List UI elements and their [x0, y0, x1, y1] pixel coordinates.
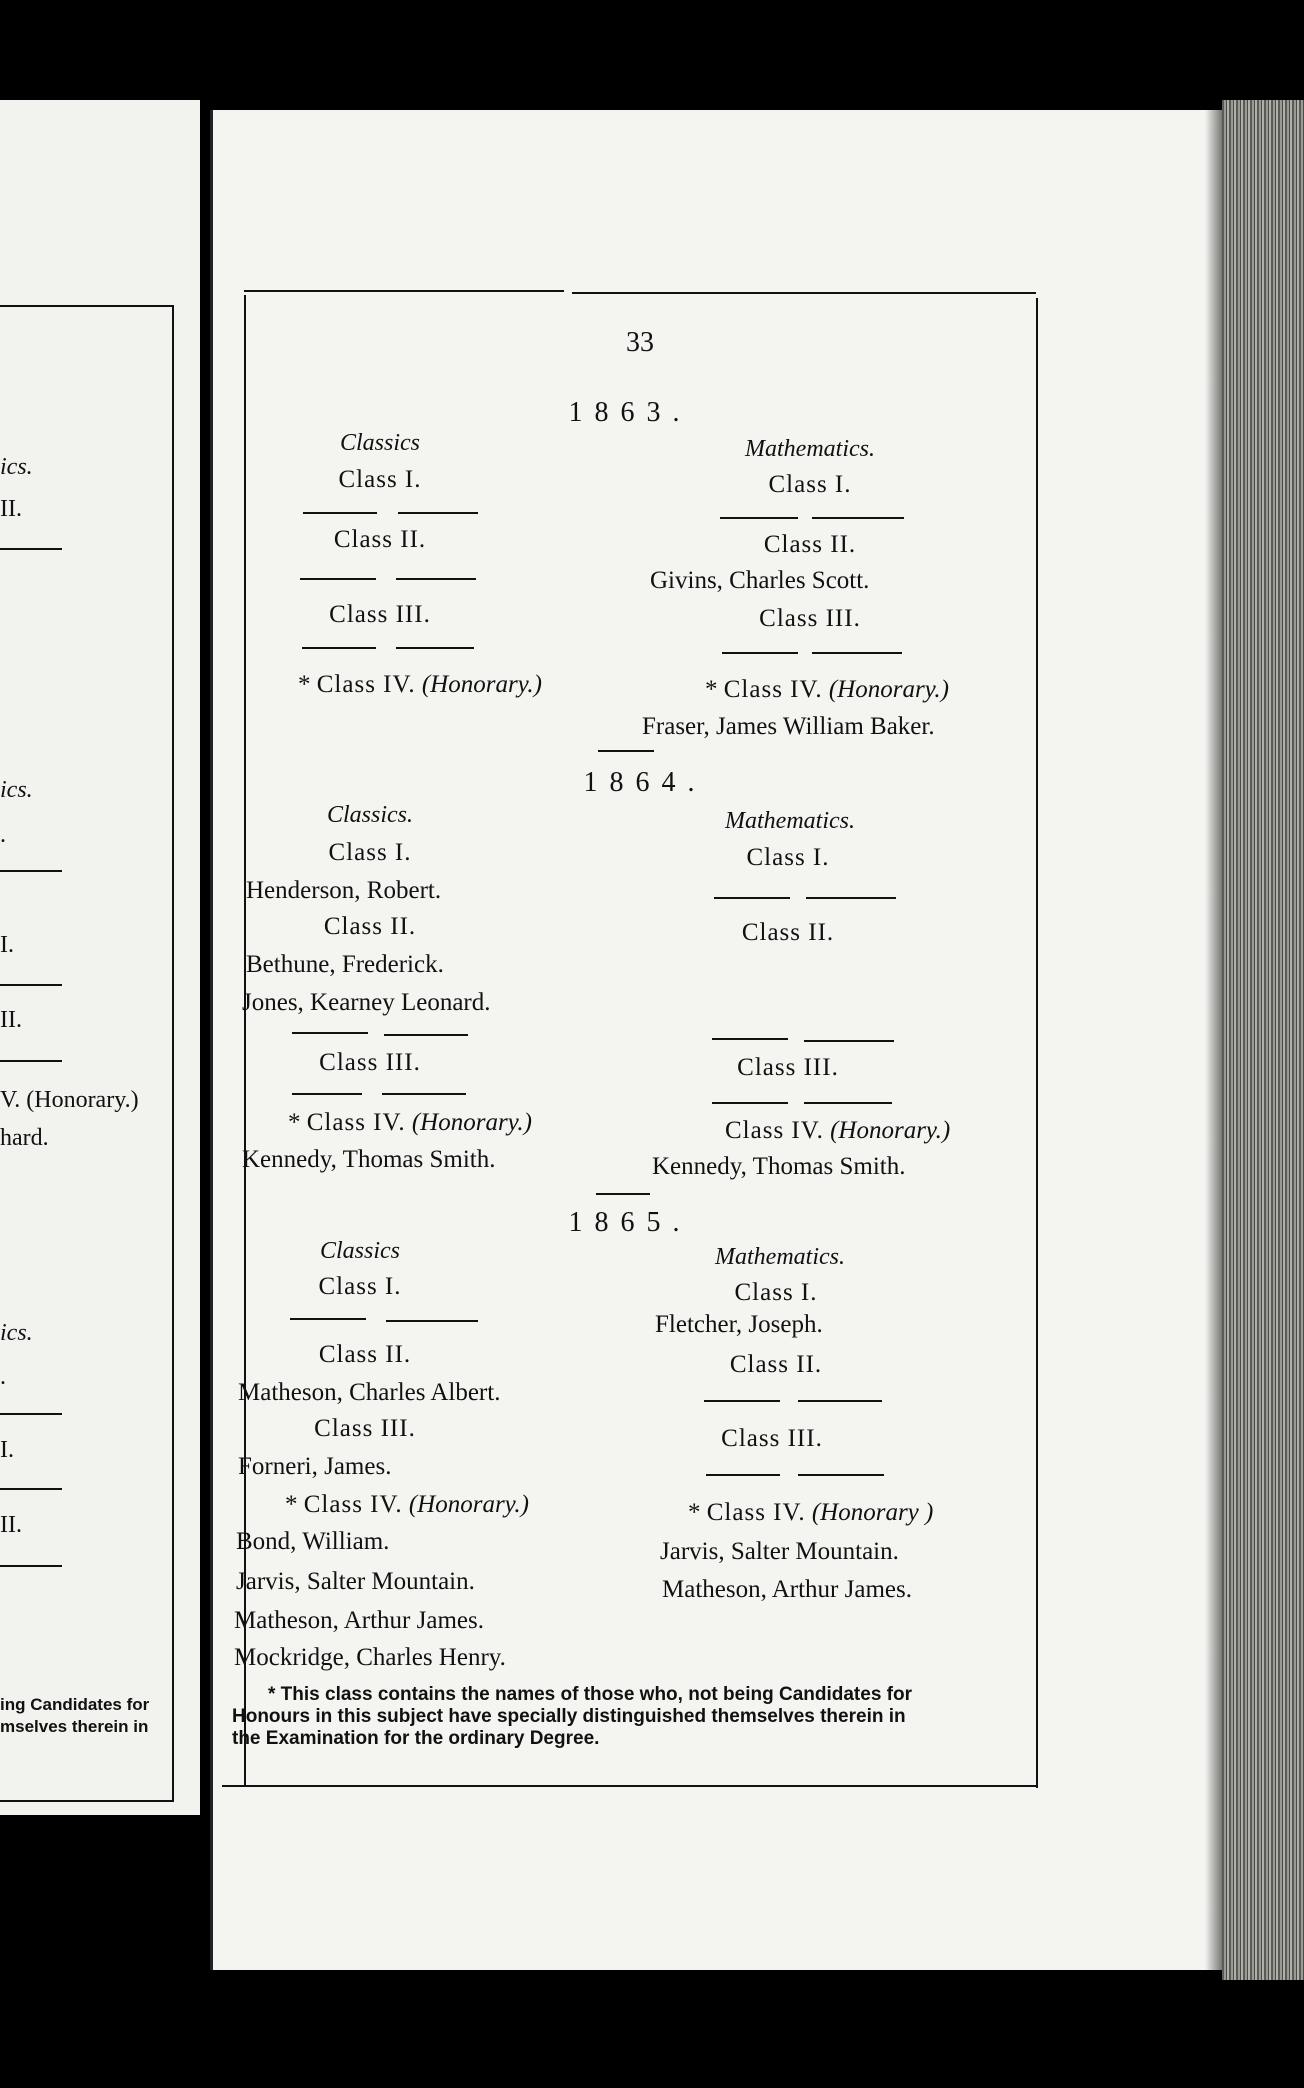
left-rule: [0, 984, 62, 986]
rule: [712, 1102, 788, 1104]
subject-heading-classics: Classics.: [326, 802, 413, 828]
left-fragment: V. (Honorary.): [0, 1087, 139, 1113]
left-rule: [0, 1488, 62, 1490]
name-entry: Givins, Charles Scott.: [650, 567, 870, 594]
class-label: Class II.: [741, 919, 835, 946]
class-label: Class I.: [734, 1279, 818, 1306]
rule: [396, 647, 474, 649]
rule: [812, 517, 904, 519]
rule: [812, 652, 902, 654]
rule: [384, 1034, 468, 1036]
year-heading: 1864.: [583, 767, 707, 798]
rule: [798, 1474, 884, 1476]
left-rule: [0, 1413, 62, 1415]
page-number: 33: [626, 327, 654, 358]
class-label: Class II.: [333, 526, 427, 553]
rule: [386, 1320, 478, 1322]
year-separator: [596, 1193, 650, 1195]
name-entry: Fraser, James William Baker.: [642, 713, 935, 740]
rule: [290, 1318, 366, 1320]
class-label: Class III.: [721, 1425, 823, 1452]
left-fragment: I.: [0, 932, 14, 958]
left-fragment: .: [0, 1364, 6, 1390]
class-label: Class I.: [338, 466, 422, 493]
rule: [382, 1093, 466, 1095]
class-label: Class II.: [729, 1351, 823, 1378]
facing-page: [0, 100, 200, 1815]
name-entry: Matheson, Arthur James.: [662, 1576, 912, 1603]
rule: [798, 1400, 882, 1402]
class-label: Class III.: [759, 605, 861, 632]
class-label: Class III.: [314, 1415, 416, 1442]
class-iv-heading: * Class IV. (Honorary.): [298, 671, 542, 698]
left-fragment: ics.: [0, 1320, 33, 1346]
name-entry: Kennedy, Thomas Smith.: [242, 1146, 496, 1173]
year-heading: 1863.: [568, 397, 692, 428]
footnote-line: Honours in this subject have specially distinguished themselves therein in: [232, 1706, 906, 1727]
left-fragment: I.: [0, 1437, 14, 1463]
rule: [704, 1400, 780, 1402]
rule: [300, 578, 376, 580]
rule: [398, 512, 478, 514]
left-fragment: hard.: [0, 1125, 49, 1151]
left-rule: [0, 548, 62, 550]
footnote-line: * This class contains the names of those who, not being Candidates for: [268, 1684, 912, 1705]
subject-heading-mathematics: Mathematics.: [725, 808, 855, 834]
class-iv-heading: * Class IV. (Honorary.): [288, 1109, 532, 1136]
frame-left-rule: [244, 295, 246, 1785]
class-label: Class II.: [323, 913, 417, 940]
left-fragment: II.: [0, 496, 22, 522]
book-page-edges: [1222, 100, 1304, 1980]
left-border: [172, 305, 174, 1800]
name-entry: Henderson, Robert.: [246, 877, 442, 904]
class-iv-heading: * Class IV. (Honorary.): [705, 676, 949, 703]
year-separator: [598, 750, 654, 752]
rule: [712, 1038, 788, 1040]
left-fragment: ics.: [0, 454, 33, 480]
class-iv-heading: * Class IV. (Honorary ): [688, 1499, 934, 1526]
year-heading: 1865.: [568, 1207, 692, 1238]
name-entry: Mockridge, Charles Henry.: [234, 1644, 506, 1671]
frame-bottom-rule: [222, 1785, 1038, 1787]
left-fragment: .: [0, 822, 6, 848]
rule: [396, 578, 476, 580]
subject-heading-classics: Classics: [319, 1238, 400, 1264]
class-label: Class II.: [318, 1341, 412, 1368]
name-entry: Forneri, James.: [238, 1453, 392, 1480]
subject-heading-mathematics: Mathematics.: [745, 436, 875, 462]
left-fragment: ics.: [0, 777, 33, 803]
rule: [804, 1102, 892, 1104]
frame-right-rule: [1036, 298, 1038, 1788]
name-entry: Bethune, Frederick.: [246, 951, 444, 978]
subject-heading-classics: Classics: [339, 430, 420, 456]
left-rule: [0, 305, 172, 307]
left-rule: [0, 1800, 174, 1802]
class-label: Class I.: [328, 839, 412, 866]
rule: [720, 517, 798, 519]
rule: [722, 652, 798, 654]
left-footnote: mselves therein in: [0, 1717, 149, 1736]
footnote-line: the Examination for the ordinary Degree.: [232, 1728, 600, 1749]
class-iv-heading: * Class IV. (Honorary.): [285, 1491, 529, 1518]
rule: [706, 1474, 780, 1476]
left-footnote: ing Candidates for: [0, 1695, 150, 1714]
frame-top-rule: [244, 290, 564, 292]
class-label: Class I.: [768, 471, 852, 498]
rule: [292, 1032, 368, 1034]
rule: [303, 512, 377, 514]
frame-top-rule: [572, 292, 1036, 294]
left-fragment: II.: [0, 1007, 22, 1033]
name-entry: Jarvis, Salter Mountain.: [236, 1568, 475, 1595]
left-rule: [0, 1565, 62, 1567]
class-label: Class I.: [318, 1273, 402, 1300]
class-label: Class III.: [737, 1054, 839, 1081]
rule: [292, 1093, 362, 1095]
left-rule: [0, 870, 62, 872]
name-entry: Fletcher, Joseph.: [655, 1311, 823, 1338]
name-entry: Jarvis, Salter Mountain.: [660, 1538, 899, 1565]
class-label: Class II.: [763, 531, 857, 558]
left-rule: [0, 1060, 62, 1062]
rule: [806, 897, 896, 899]
class-label: Class III.: [329, 601, 431, 628]
name-entry: Matheson, Arthur James.: [234, 1607, 484, 1634]
class-label: Class III.: [319, 1049, 421, 1076]
rule: [714, 897, 790, 899]
class-iv-heading: Class IV. (Honorary.): [725, 1117, 951, 1144]
rule: [302, 647, 376, 649]
left-fragment: II.: [0, 1512, 22, 1538]
subject-heading-mathematics: Mathematics.: [715, 1244, 845, 1270]
name-entry: Matheson, Charles Albert.: [238, 1379, 501, 1406]
name-entry: Kennedy, Thomas Smith.: [652, 1153, 906, 1180]
name-entry: Bond, William.: [236, 1528, 390, 1555]
name-entry: Jones, Kearney Leonard.: [242, 989, 491, 1016]
rule: [804, 1040, 894, 1042]
class-label: Class I.: [746, 844, 830, 871]
